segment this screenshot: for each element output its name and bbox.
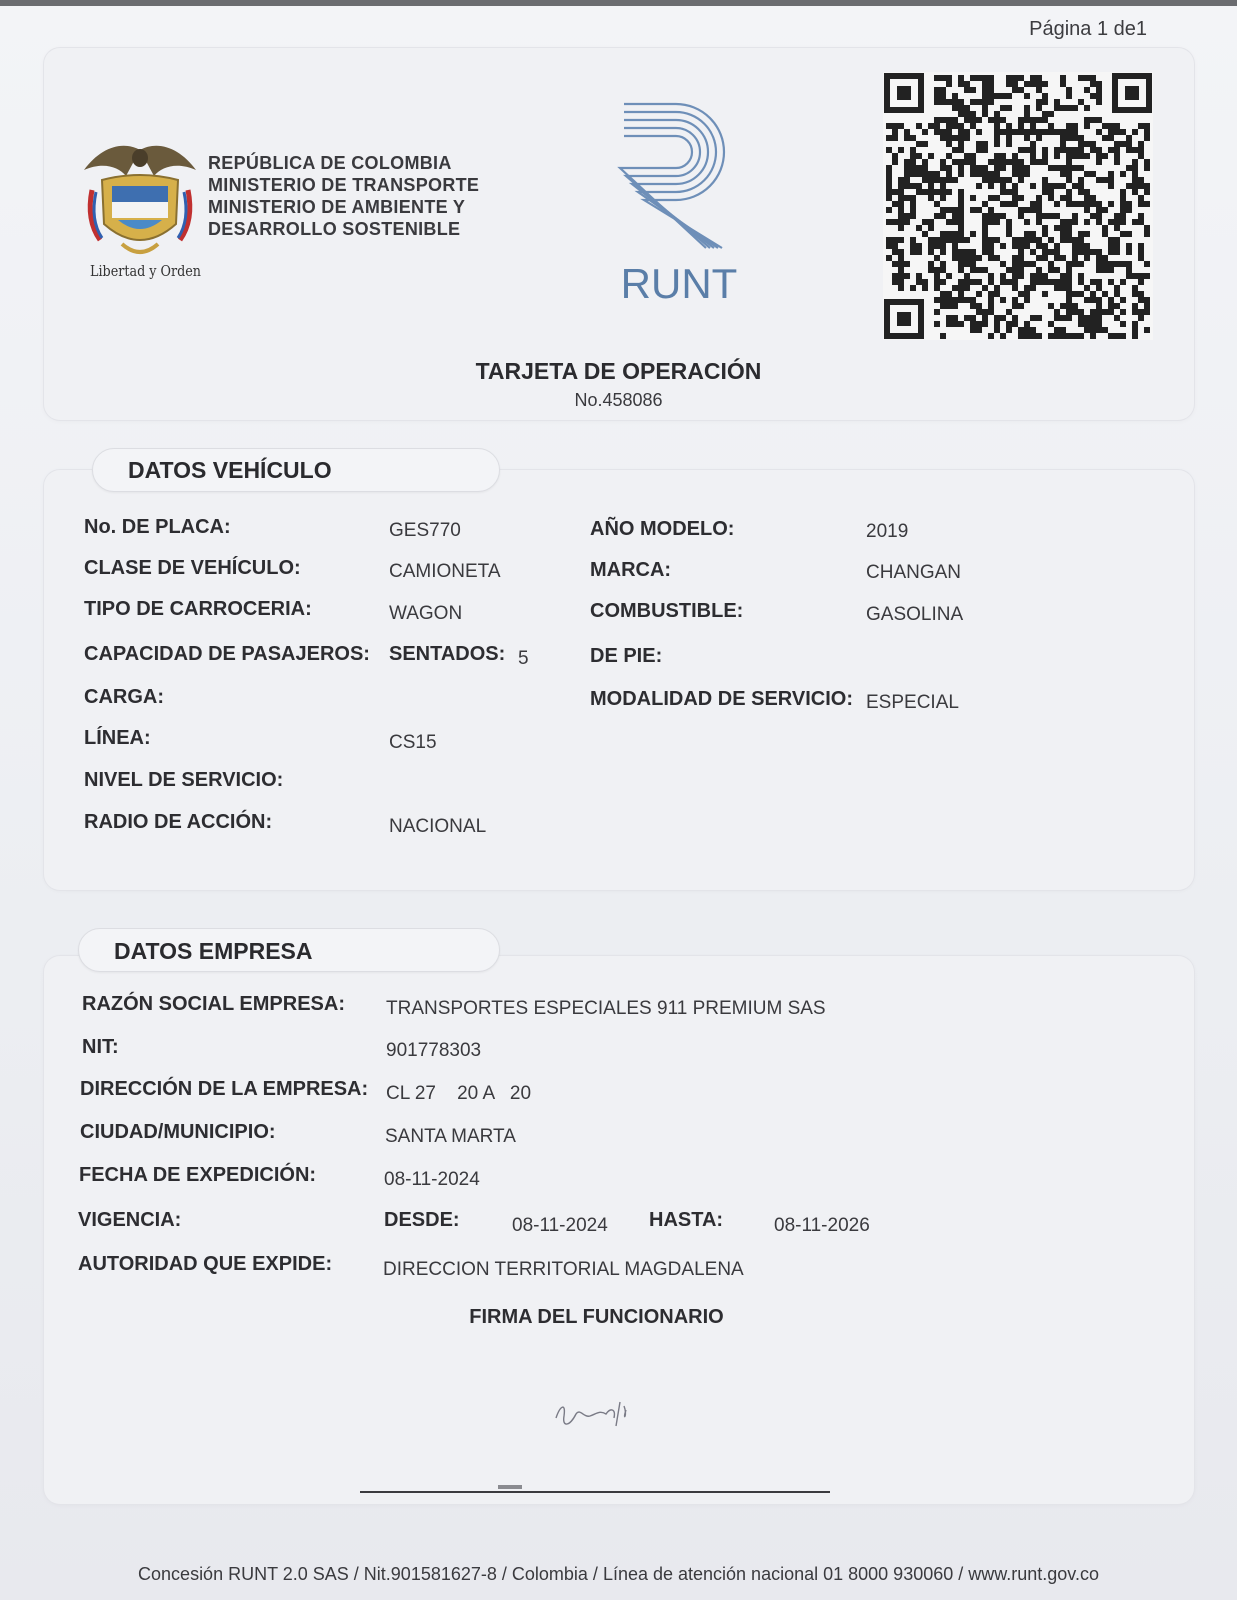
body-type-label: TIPO DE CARROCERIA: (84, 598, 312, 620)
validity-label: VIGENCIA: (78, 1209, 182, 1231)
runt-logo-text: RUNT (620, 260, 738, 307)
qr-code-icon (883, 72, 1153, 340)
issue-date-label: FECHA DE EXPEDICIÓN: (79, 1164, 317, 1186)
institution-line: REPÚBLICA DE COLOMBIA (208, 153, 452, 173)
document-number: No.458086 (574, 390, 663, 410)
line-label: LÍNEA: (84, 727, 151, 749)
class-value: CAMIONETA (389, 561, 501, 582)
fuel-value: GASOLINA (866, 604, 964, 625)
signature-line (360, 1491, 830, 1493)
coat-of-arms-icon (82, 140, 198, 262)
address-label: DIRECCIÓN DE LA EMPRESA: (80, 1078, 369, 1100)
service-mode-value: ESPECIAL (866, 692, 959, 713)
authority-label: AUTORIDAD QUE EXPIDE: (78, 1253, 333, 1275)
seated-label: SENTADOS: (389, 643, 506, 665)
seated-value: 5 (518, 648, 529, 669)
company-name-value: TRANSPORTES ESPECIALES 911 PREMIUM SAS (386, 998, 826, 1019)
validity-from-label: DESDE: (384, 1209, 460, 1231)
company-section-title: DATOS EMPRESA (114, 938, 313, 964)
city-label: CIUDAD/MUNICIPIO: (80, 1121, 276, 1143)
document-title: TARJETA DE OPERACIÓN (475, 358, 762, 384)
nit-label: NIT: (82, 1036, 119, 1058)
fuel-label: COMBUSTIBLE: (590, 600, 744, 622)
page-number: Página 1 de1 (1029, 18, 1147, 40)
validity-to-value: 08-11-2026 (774, 1215, 870, 1236)
brand-label: MARCA: (590, 559, 672, 581)
model-year-value: 2019 (866, 521, 909, 542)
cargo-label: CARGA: (84, 686, 164, 708)
service-mode-label: MODALIDAD DE SERVICIO: (590, 688, 853, 710)
institution-name (208, 152, 479, 240)
validity-from-value: 08-11-2024 (512, 1215, 608, 1236)
signature-label: FIRMA DEL FUNCIONARIO (469, 1306, 724, 1328)
validity-to-label: HASTA: (649, 1209, 724, 1231)
body-type-value: WAGON (389, 603, 463, 624)
range-label: RADIO DE ACCIÓN: (84, 811, 273, 833)
institution-line: DESARROLLO SOSTENIBLE (208, 219, 461, 239)
plate-label: No. DE PLACA: (84, 516, 231, 538)
issue-date-value: 08-11-2024 (384, 1169, 480, 1190)
nit-value: 901778303 (386, 1040, 482, 1061)
capacity-label: CAPACIDAD DE PASAJEROS: (84, 643, 370, 665)
line-value: CS15 (389, 732, 437, 753)
city-value: SANTA MARTA (385, 1126, 516, 1147)
motto-text: Libertad y Orden (90, 262, 202, 280)
institution-line: MINISTERIO DE AMBIENTE Y (208, 197, 466, 217)
top-edge (0, 0, 1237, 6)
runt-logo-icon (614, 96, 744, 311)
vehicle-section-title: DATOS VEHÍCULO (128, 457, 332, 483)
service-level-label: NIVEL DE SERVICIO: (84, 769, 284, 791)
model-year-label: AÑO MODELO: (590, 518, 735, 540)
signature-mark-icon (550, 1388, 650, 1436)
signature-line-mark (498, 1485, 522, 1489)
plate-value: GES770 (389, 520, 461, 541)
footer-text: Concesión RUNT 2.0 SAS / Nit.901581627-8 / Colombia / Línea de atención nacional 01 8000 930060 / www.runt.gov.co (138, 1564, 1099, 1584)
standing-label: DE PIE: (590, 645, 663, 667)
class-label: CLASE DE VEHÍCULO: (84, 557, 301, 579)
address-value: CL 27 20 A 20 (386, 1083, 532, 1104)
company-name-label: RAZÓN SOCIAL EMPRESA: (82, 993, 345, 1015)
range-value: NACIONAL (389, 816, 487, 837)
brand-value: CHANGAN (866, 562, 962, 583)
institution-line: MINISTERIO DE TRANSPORTE (208, 175, 480, 195)
authority-value: DIRECCION TERRITORIAL MAGDALENA (383, 1259, 744, 1280)
